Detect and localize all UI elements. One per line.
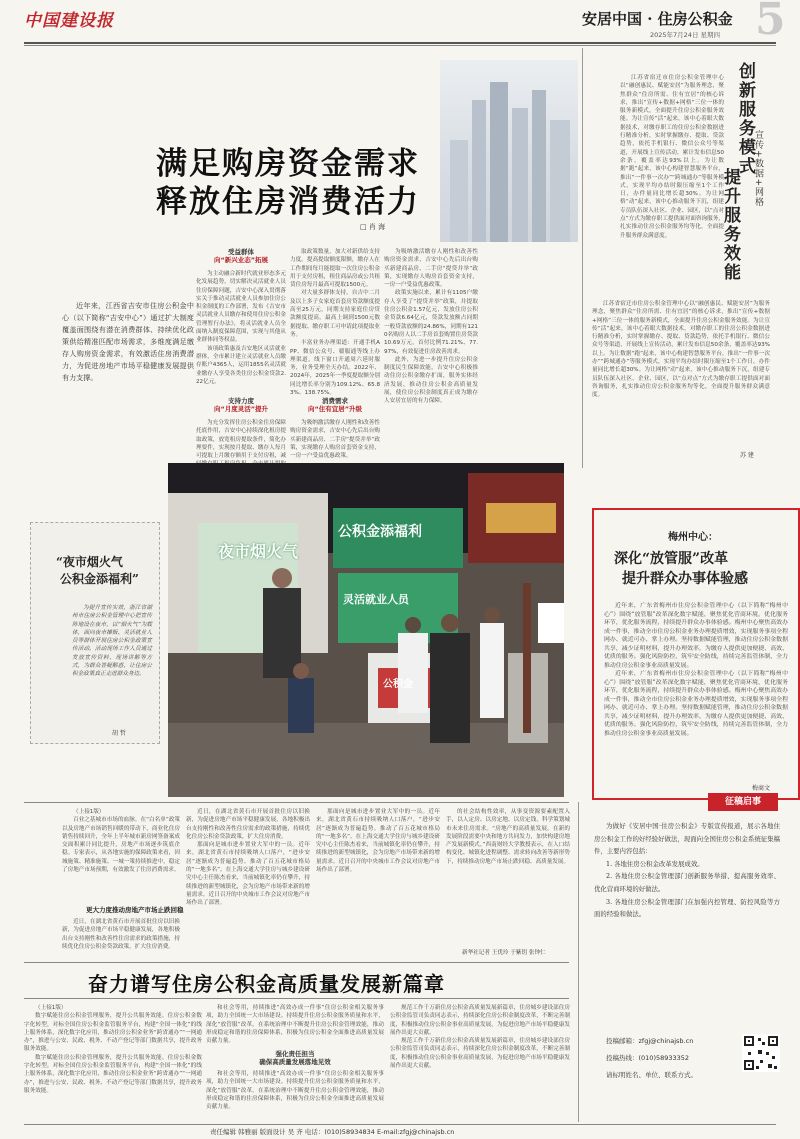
bottom-col-2b: 和社会等用，持续推进“高效办成一件事”住房公积金相关服务事项，助力全国统一大市场建设。持续提升住房公积金服务质量和水平，深化“放管服”改革。在系统治理中不断提升住房公积金管理效能，推动形成稳定和谐的住房保障体系，积极为住房公积金全面推进高质量发展贡献力量。	[206, 1071, 384, 1111]
main-col-1: 为主动融合新时代就业形态多元化发展趋势，切实解决灵活就业人员住房保障问题，吉安中心深入贯彻落实关于推动灵活就业人员参加住房公积金制度的工作部署，发布《吉安市灵活就业人员缴存和使用住房公积金管理暂行办法》，将灵活就业人员全面纳入制度保障范围，实现与其他从业群体同等权益。 该项政策惠及吉安地区灵活就业群体，全市累计建立灵活就业人员缴存账户4365人，运用1855名灵活就业缴存人享受各类住房公积金贷款2.22亿元。	[196, 271, 287, 385]
notice-header: 征稿启事	[708, 793, 778, 811]
photo-sign-1: 夜市烟火气	[218, 542, 299, 561]
main-headline-1: 满足购房资金需求	[156, 146, 420, 182]
main-headline-2: 释放住房消费活力	[156, 184, 420, 220]
meizhou-body: 近年来，广东省梅州市住房公积金管理中心（以下简称“梅州中心”）围绕“放管服”改革深化数字赋能，聚焦优化营商环境，优化服务环节，优化服务流程，持续提升群众办事体验感。梅州中心聚焦高效办成一件事，推动全市住房公积金业务办理提质增效，实现服务事项全程网办、就近可办、掌上办理。坚持数据赋能管理，推动住房公积金数据共享，减少证明材料，提升办理效率，为缴存人提供更加便捷、高效、优质的服务。强化风险防控，筑牢安全防线，持续完善监管体制，全力推动住房公积金事业高质量发展。 近年来，广东省梅州市住房公积金管理中心（以下简称“梅州中心”）围绕“放管服”改革深化数字赋能，聚焦优化营商环境，优化服务环节，优化服务流程，持续提升群众办事体验感。梅州中心聚焦高效办成一件事，推动全市住房公积金业务办理提质增效，实现服务事项全程网办、就近可办、掌上办理。坚持数据赋能管理，推动住房公积金数据共享，减少证明材料，提升办理效率，为缴存人提供更加便捷、高效、优质的服务。强化风险防控，筑牢安全防线，持续完善监管体制，全力推动住房公积金事业高质量发展。	[604, 603, 788, 737]
main-col-3: 为吸纳激活缴存人刚性和改善性购房资金需求，吉安中心先后出台购买新建商品房、二手房“提贷并举”政策，实现缴存人购房首套资金支持，一房一户受益优惠政策。 政策实施以来，累计有1105户缴存人享受了“提贷并举”政策，并提取住房公积金1.57亿元，发放住房公积金贷款6.64亿元，贷款发放额占同期一般贷款放额的24.86%，同期有1210名购房人以二手房首套购置住房贷款10.69万元，首付比例71.21%、77.97%，有效促进住房改善需求。 此外，为进一步提升住房公积金制度民生保障效能，吉安中心积极推动住房公积金缴存扩面，服务实体经济发展，推动住房公积金高质量发展，使住房公积金制度真正成为缴存人安居宜居的有力保障。	[384, 249, 478, 405]
night-author: 胡 哲	[112, 730, 126, 737]
mid-col-2: 近日，在湖北省黄石市开展首批住房以旧换新，为促进房地产市场平稳健康发展，各地积极出台支持刚性和改善性住房需求的政策措施，持续优化住房公积金贷款政策，扩大住房消费。 那面向是城市进步置业大军中的一员。近年来，湖北省黄石市持续吸纳人口落户，“进步安居”逐渐成为普遍趋势。推动了百五花城市格局的“一地多名”。在上海交通大学住房与城乡建设研究中心主任陈杰看来，当前城镇化率仍在攀升，持续推进的新型城镇化，会为房地产市场带来新的增量需求。近日召开的中央城市工作会议对房地产市场作出了部署。	[186, 809, 310, 907]
photo-sign-3: 灵活就业人员	[343, 593, 409, 606]
main-author: □ 肖 海	[360, 223, 386, 231]
section-title: 安居中国 · 住房公积金	[582, 10, 733, 28]
bottom-col-2: 和社会等用，持续推进“高效办成一件事”住房公积金相关服务事项，助力全国统一大市场建设。持续提升住房公积金服务质量和水平，深化“放管服”改革。在系统治理中不断提升住房公积金管理效能，推动形成稳定和谐的住房保障体系，积极为住房公积金全面推进高质量发展贡献力量。	[206, 1005, 384, 1045]
night-title-2: 公积金添福利”	[60, 572, 139, 586]
masthead-logo: 中国建设报	[24, 11, 114, 31]
mid-col-1: （上接1版） 百业之基城市市场的血脉。在“白名单”政策以及房地产市场销售回暖的带动下，商业化住房销售持续回升，全年上半年城市新房网签备案成交面积累计同比提升，房地产市场逐步筑底企稳。专家表示，从各地实施的保障政策来看，因城施策、精准施策、一城一策持续推进中，稳定了房地产市场预期，有效激发了住房消费需求。	[62, 809, 180, 874]
mid-col-4: 的社会结构性效率，从事变资源要素配置入手，以人定房、以房定地、以房定钱，科学策划城市未来住房需求。“房地产的高质量发展，在新的发展阶段需要中央和地方共同发力，加快构建房地产发展新模式。”西南财经大学教授表示，在人口结构变化、城镇化进程调整、需求转向改善等新形势下，持续推动房地产市场止跌回稳、高质量发展。	[446, 809, 570, 865]
meizhou-kicker: 梅州中心：	[668, 532, 718, 543]
side-title-2: 提升服务效能	[720, 168, 740, 282]
bottom-col-1: （上接1版） 数字赋能住房公积金管理服务，提升公共服务效能。住房公积金数字化转型，对标全国住房公积金监管服务平台，构建“全国一体化”的线上服务体系，深化数字化应用，推动住房公积金业务“跨省通办”“一网通办”，推进与公安、民政、税务、不动产登记等部门数据共享，提升政务服务效能。 数字赋能住房公积金管理服务，提升公共服务效能。住房公积金数字化转型，对标全国住房公积金监管服务平台，构建“全国一体化”的线上服务体系，深化数字化应用，推动住房公积金业务“跨省通办”“一网通办”，推进与公安、民政、税务、不动产登记等部门数据共享，提升政务服务效能。	[24, 1005, 202, 1094]
main-col-2b: 为吸纳激活缴存人刚性和改善性购房资金需求，吉安中心先后出台购买新建商品房、二手房“提贷并举”政策，实现缴存人购房首套资金支持，一房一户受益优惠政策。	[290, 420, 380, 460]
photo-sign-2: 公积金添福利	[338, 524, 422, 540]
page-footer: 责任编辑 韩雅丽 版面设计 吴 齐 电话：(010)58934834 E-mail:zfgj@chinajsb.cn	[210, 1128, 455, 1136]
meizhou-author: 梅商文	[752, 785, 771, 792]
mid-author: 新华社记者 王优玲 于紫钥 张钟仁	[462, 950, 546, 956]
bottom-headline: 奋力谱写住房公积金高质量发展新篇章	[88, 972, 445, 996]
main-col-1b: 为充分发挥住房公积金住房保障托底作用，吉安中心持续深化租房提取政策，放宽租房提取条件，简化办理要件，实现按月提取、缴存人每月可提取上月缴存额用于支付房租，减	[196, 420, 286, 460]
bottom-col-3: 规范工作千万新住房公积金高质量发展新篇章，住房城乡建设部住房公积金监管司负责同志表示，持续深化住房公积金制度改革，不断完善制度，积极推动住房公积金事业高质量发展，为促进房地产市场平稳健康发展作出更大贡献。 规范工作千万新住房公积金高质量发展新篇章，住房城乡建设部住房公积金监管司负责同志表示，持续深化住房公积金制度改革，不断完善制度，积极推动住房公积金事业高质量发展，为促进房地产市场平稳健康发展作出更大贡献。	[390, 1005, 570, 1070]
page-number: 5	[755, 0, 786, 45]
main-subhead-2: 支持力度 向“月度灵活”提升	[213, 397, 269, 413]
notice-body: 为做好《安居中国·住房公积金》专版宣传报道，展示各地住房公积金工作的好经验好做法，现面向全国住房公积金系统征集稿件，主要内容包括： 1. 各地住房公积金改革发展成效。 2. 各地住房公积金管理部门创新服务举措、提高服务效率、优化营商环境的好做法。 3. 各地住房公积金管理部门在加强内控管理、防控风险等方面的经验和做法。	[594, 822, 780, 919]
side-body-2: 江苏省宿迁市住房公积金管理中心以“融创惠民、赋能安居”为服务理念，聚焦群众“住房所需、住有宜居”的核心诉求，推出“宣传+数据+网格”三位一体的服务新模式，全面提升住房公积金服务效能。为让宣传“活”起来，该中心着眼大数据技术，对缴存职工的住房公积金数据进行精准分析，实时掌握缴存、提取、贷款趋势，依托手机银行、微信公众号等渠道，开展线上宣传活动，累计发布信息50余条，覆盖率达93%以上。为让数据“跑”起来，该中心构建智慧服务平台，推出“一件事一次办”“跨城通办”等服务模式，实现平均办结时限压缩至1个工作日，办件量同比增长超30%。为让网格“动”起来，该中心推动服务下沉，组建专员队伍深入社区、企业、园区，以“点对点”方式为缴存职工提供面对面咨询服务，扎实推动住房公积金服务均等化，全面提升服务群众满意度。	[592, 301, 770, 399]
notice-email: 投稿邮箱：zfgj@chinajsb.cn	[606, 1037, 694, 1045]
meizhou-title-2: 提升群众办事体验感	[622, 571, 748, 587]
night-market-photo	[168, 463, 564, 797]
issue-date: 2025年7月24日 星期四	[650, 31, 721, 39]
notice-footer: 请标明姓名、单位、联系方式。	[606, 1071, 697, 1079]
mid-col-3: 那面向是城市进步置业大军中的一员。近年来，湖北省黄石市持续吸纳人口落户，“进步安居”逐渐成为普遍趋势。推动了百五花城市格局的“一地多名”。在上海交通大学住房与城乡建设研究中心主任陈杰看来，当前城镇化率仍在攀升，持续推进的新型城镇化，会为房地产市场带来新的增量需求。近日召开的中央城市工作会议对房地产市场作出了部署。	[316, 809, 440, 874]
side-author: 苏 建	[740, 452, 754, 459]
side-kicker: 宣传+数据+网格	[753, 130, 763, 208]
night-title-1: “夜市烟火气	[56, 555, 123, 569]
mid-subhead: 更大力度推动房地产市场止跌回稳	[86, 906, 184, 914]
side-body-1: 江苏省宿迁市住房公积金管理中心以“融创惠民、赋能安居”为服务理念，聚焦群众“住房所需、住有宜居”的核心诉求，推出“宣传+数据+网格”三位一体的服务新模式，全面提升住房公积金服务效能。为让宣传“活”起来，该中心着眼大数据技术，对缴存职工的住房公积金数据进行精准分析，实时掌握缴存、提取、贷款趋势，依托手机银行、微信公众号等渠道，开展线上宣传活动，累计发布信息50余条，覆盖率达93%以上。为让数据“跑”起来，该中心构建智慧服务平台，推出“一件事一次办”“跨城通办”等服务模式，实现平均办结时限压缩至1个工作日，办件量同比增长超30%。为让网格“动”起来，该中心推动服务下沉，组建专员队伍深入社区、企业、园区，以“点对点”方式为缴存职工提供面对面咨询服务，扎实推动住房公积金服务均等化，全面提升服务群众满意度。	[620, 75, 724, 239]
main-subhead-1: 受益群体 向“新兴业态”拓展	[213, 248, 269, 264]
building-skyline	[440, 60, 578, 242]
night-body: 为提升宣传实效，浙江省湖州市住房公积金管理中心把宣传阵地设在夜市，以“烟火气”为载体，面向夜市摊贩、灵活就业人员等群体开展住房公积金政策宣传活动。活动现场工作人员通过发放宣传资料、现场讲解等方式，为群众答疑解惑，让住房公积金政策真正走进群众身边。	[72, 605, 152, 678]
main-col-2: 取政策数量，加大对新供给支持力度。提高提取额度限额，缴存人在工作期间每月能提取一次住房公积金用于支付房租，租住商品房或公共租赁住房每月最高可提取1500元。 对大量多群体支持，自吉中二月及以上多子女家庭首套房贷款额度提高至25万元，同期支持家庭住房贷款额度提高，最高上调到1500元数据提取、缴存职工可申请此项提取业务。 丰富业务办理渠道：开通手机APP、微信公众号、赣服通等线上办理渠道，线下窗口开通周六延时服务，业务受理全天办结。2022年、2024年，2025年一季度提取额分别同比增长率分别为109.12%、65.83%、138.75%。	[290, 249, 381, 397]
main-lead: 近年来，江西省吉安市住房公积金中心（以下简称“吉安中心”）通过扩大制度覆盖面围绕有潜在消费群体、持续优化政策供给精准匹配市场需求，多维度满足缴存人购房资金需求，有效激活住房消费潜力，为促进房地产市场平稳健康发展提供有力支撑。	[62, 301, 194, 382]
photo-sign-4: 公积金	[383, 679, 413, 690]
mid-col-1b: 近日，在湖北省黄石市开展首批住房以旧换新，为促进房地产市场平稳健康发展，各地积极出台支持刚性和改善性住房需求的政策措施，持续优化住房公积金贷款政策，扩大住房消费。	[62, 919, 180, 950]
bottom-subhead: 强化责任担当 确保高质量发展落地见效	[259, 1050, 331, 1066]
meizhou-title-1: 深化“放管服”改革	[614, 551, 729, 567]
qr-code	[742, 1034, 780, 1072]
main-subhead-3: 消费需求 向“住有宜居”升级	[307, 397, 363, 413]
side-title-1: 创新服务模式	[735, 62, 755, 176]
notice-phone: 投稿热线：(010)58933352	[606, 1054, 690, 1062]
